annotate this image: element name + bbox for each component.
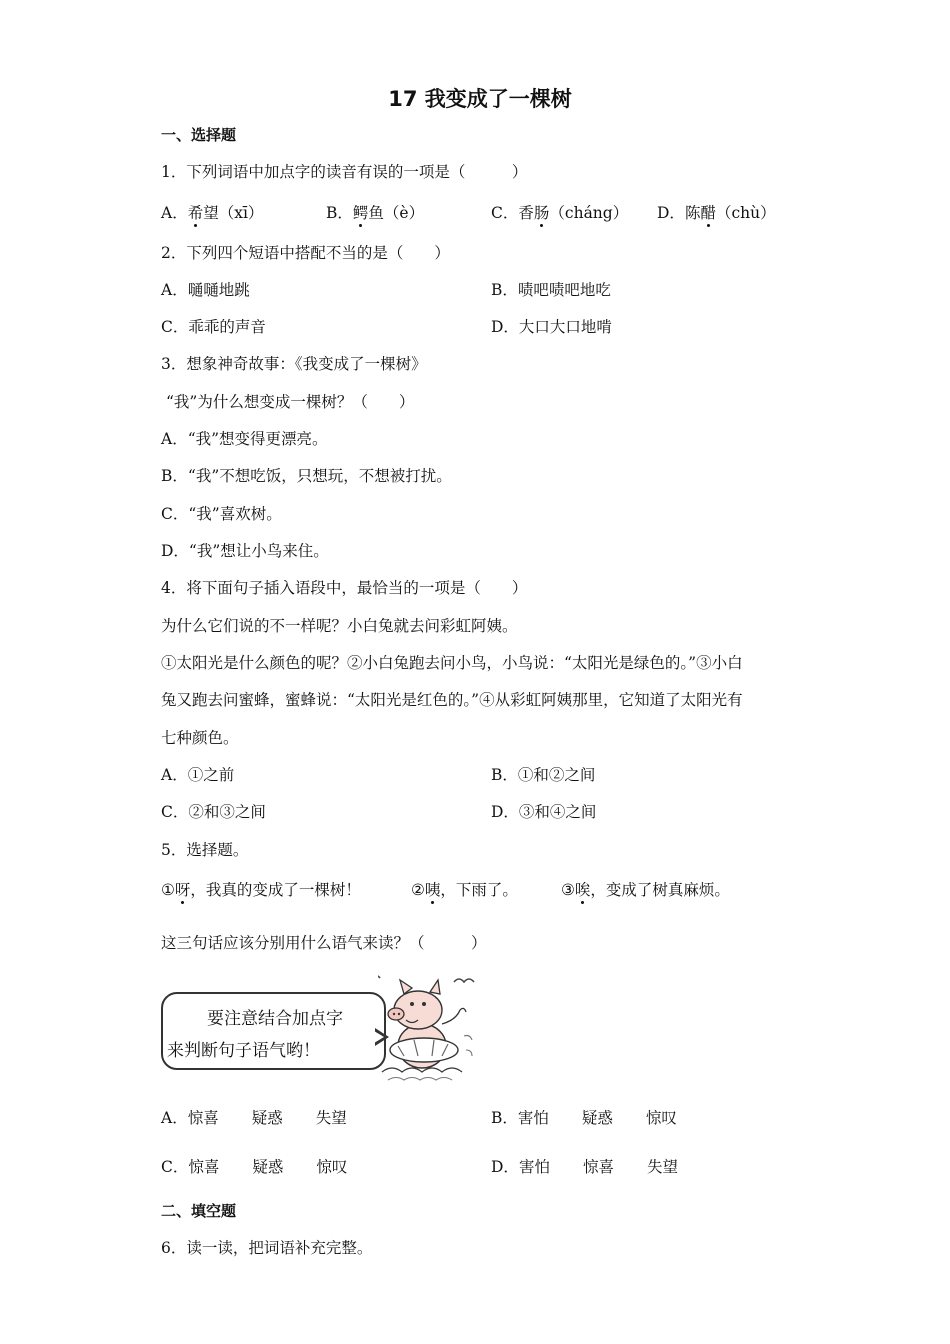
q5-s2-rest: ，下雨了。 (440, 881, 518, 899)
q2-option-a: A．嗵嗵地跳 (161, 281, 250, 299)
q4-option-b: B．①和②之间 (491, 766, 596, 784)
q1-option-a (161, 203, 263, 223)
q5-a-label: A． (161, 1109, 188, 1127)
q3-stem: 3．想象神奇故事：《我变成了一棵树》 (161, 355, 427, 373)
q3-option-a: A．“我”想变得更漂亮。 (161, 430, 328, 448)
bird-icon (378, 976, 380, 979)
q5-s2-dotted-char: 咦 (424, 881, 441, 899)
bird-icon (454, 979, 474, 982)
q1-option-c (491, 203, 628, 223)
q1-b-dotted-char: 鳄 (352, 204, 369, 222)
q1-b-rest: 鱼（è） (368, 204, 425, 222)
q5-d-word-3: 失望 (646, 1158, 678, 1176)
q1-c-label: C． (491, 204, 519, 222)
q1-c-dotted-char: 肠 (533, 204, 550, 222)
q1-a-rest: 望（xī） (203, 204, 264, 222)
section-fill-heading: 二、填空题 (161, 1202, 237, 1220)
q5-d-label: D． (491, 1158, 519, 1176)
q2-option-c: C．乖乖的声音 (161, 318, 266, 336)
q5-b-label: B． (491, 1109, 518, 1127)
q5-b-word-3: 惊叹 (645, 1109, 677, 1127)
pig-eye (422, 1002, 426, 1006)
q3-subquestion: “我”为什么想变成一棵树？（ ） (166, 393, 415, 411)
q5-option-c (161, 1157, 347, 1177)
bubble-line-2: 来判断句子语气哟！ (167, 1041, 320, 1061)
q5-s3-dotted-char: 唉 (574, 881, 591, 899)
section-choice-heading: 一、选择题 (161, 126, 237, 144)
q5-b-word-1: 害怕 (517, 1109, 549, 1127)
q5-s1-number: ① (161, 881, 175, 899)
q4-option-a: A．①之前 (161, 766, 235, 784)
pig-eye (410, 1002, 414, 1006)
q1-b-label: B． (326, 204, 353, 222)
q1-d-dotted-char: 醋 (700, 204, 716, 222)
q5-c-label: C． (161, 1158, 189, 1176)
q5-c-word-3: 惊叹 (316, 1158, 348, 1176)
q3-option-c: C．“我”喜欢树。 (161, 505, 282, 523)
speech-bubble (161, 992, 386, 1070)
q4-option-d: D．③和④之间 (491, 803, 597, 821)
q1-a-label: A． (161, 204, 188, 222)
bubble-line-1: 要注意结合加点字 (207, 1009, 343, 1029)
q5-s2-number: ② (411, 881, 425, 899)
q2-stem: 2．下列四个短语中搭配不当的是（ ） (161, 244, 450, 262)
q5-a-word-2: 疑惑 (251, 1109, 283, 1127)
q1-d-label: D． (657, 204, 685, 222)
q1-option-b (326, 203, 424, 223)
q1-d-pre: 陈 (684, 204, 701, 222)
q5-d-word-2: 惊喜 (582, 1158, 614, 1176)
q5-s3-number: ③ (561, 881, 575, 899)
pig-illustration (378, 972, 480, 1084)
q4-insert-sentence: 为什么它们说的不一样呢？小白兔就去问彩虹阿姨。 (161, 617, 518, 635)
q6-stem: 6．读一读，把词语补充完整。 (161, 1239, 373, 1257)
q5-question: 这三句话应该分别用什么语气来读？（ ） (161, 934, 487, 952)
q5-stem: 5．选择题。 (161, 841, 249, 859)
q5-sentence-1 (161, 880, 361, 900)
q1-d-rest: （chù） (715, 204, 776, 222)
q5-a-word-3: 失望 (315, 1109, 347, 1127)
q5-a-word-1: 惊喜 (187, 1109, 219, 1127)
q1-option-d (657, 203, 776, 223)
q5-s1-dotted-char: 呀 (174, 881, 191, 899)
pig-snout (388, 1008, 404, 1020)
q5-s1-rest: ，我真的变成了一棵树！ (190, 881, 361, 899)
q4-paragraph-line-2: 兔又跑去问蜜蜂，蜜蜂说：“太阳光是红色的。”④从彩虹阿姨那里，它知道了太阳光有 (161, 691, 743, 709)
q5-option-d (491, 1157, 678, 1177)
q5-option-a (161, 1108, 347, 1128)
q4-option-c: C．②和③之间 (161, 803, 266, 821)
q5-b-word-2: 疑惑 (581, 1109, 613, 1127)
q1-c-rest: （cháng） (549, 204, 629, 222)
q1-stem: 1．下列词语中加点字的读音有误的一项是（ ） (161, 163, 528, 181)
q3-option-d: D．“我”想让小鸟来住。 (161, 542, 329, 560)
pig-ear (430, 980, 440, 994)
q3-option-b: B．“我”不想吃饭，只想玩，不想被打扰。 (161, 467, 452, 485)
q5-s3-rest: ，变成了树真麻烦。 (590, 881, 730, 899)
q1-a-dotted-char: 希 (187, 204, 204, 222)
q5-c-word-1: 惊喜 (188, 1158, 220, 1176)
q4-paragraph-line-1: ①太阳光是什么颜色的呢？②小白兔跑去问小鸟，小鸟说：“太阳光是绿色的。”③小白 (161, 654, 743, 672)
page-title: 17 我变成了一棵树 (388, 87, 572, 111)
q1-c-pre: 香 (518, 204, 534, 222)
q4-stem: 4．将下面句子插入语段中，最恰当的一项是（ ） (161, 579, 528, 597)
q5-c-word-2: 疑惑 (252, 1158, 284, 1176)
q5-d-word-1: 害怕 (518, 1158, 550, 1176)
q2-option-d: D．大口大口地啃 (491, 318, 612, 336)
q5-sentence-2 (411, 880, 518, 900)
q4-paragraph-line-3: 七种颜色。 (161, 729, 239, 747)
q5-option-b (491, 1108, 677, 1128)
q2-option-b: B．啧吧啧吧地吃 (491, 281, 611, 299)
q5-sentence-3 (561, 880, 730, 900)
